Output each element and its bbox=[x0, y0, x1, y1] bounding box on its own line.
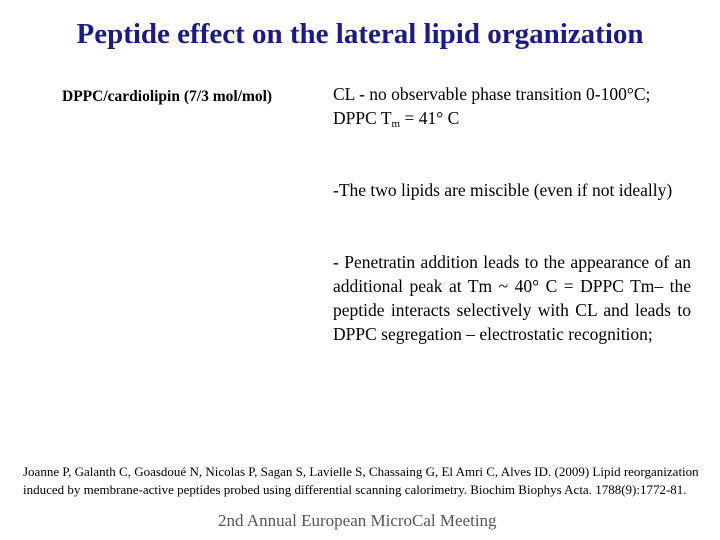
phase-transition-note bbox=[333, 82, 691, 136]
dppc-tm-value: = 41° C bbox=[400, 108, 460, 128]
dppc-tm-prefix: DPPC T bbox=[333, 108, 392, 128]
tm-subscript: m bbox=[391, 118, 401, 130]
meeting-footer: 2nd Annual European MicroCal Meeting bbox=[218, 511, 497, 530]
dppc-tm-line bbox=[333, 106, 691, 136]
reference-citation: Joanne P, Galanth C, Goasdoué N, Nicolas P, Sagan S, Lavielle S, Chassaing G, El Amri C, Alves ID. (2009) Lipid reorganization induced by membrane-active peptides probed using differential scanning calorimetry. Biochim Biophys Acta. 1788(9):1772-81. bbox=[23, 464, 699, 497]
phase-transition-line: CL - no observable phase transition 0-100°C; bbox=[333, 84, 651, 104]
penetratin-note: - Penetratin addition leads to the appearance of an additional peak at Tm ~ 40° C = DPPC Tm– the peptide interacts selectively with CL and leads to DPPC segregation – electrostatic recognition; bbox=[333, 252, 691, 344]
sample-composition-label: DPPC/cardiolipin (7/3 mol/mol) bbox=[62, 88, 273, 105]
slide-title: Peptide effect on the lateral lipid organization bbox=[76, 18, 644, 50]
miscibility-note: -The two lipids are miscible (even if not ideally) bbox=[333, 180, 673, 200]
